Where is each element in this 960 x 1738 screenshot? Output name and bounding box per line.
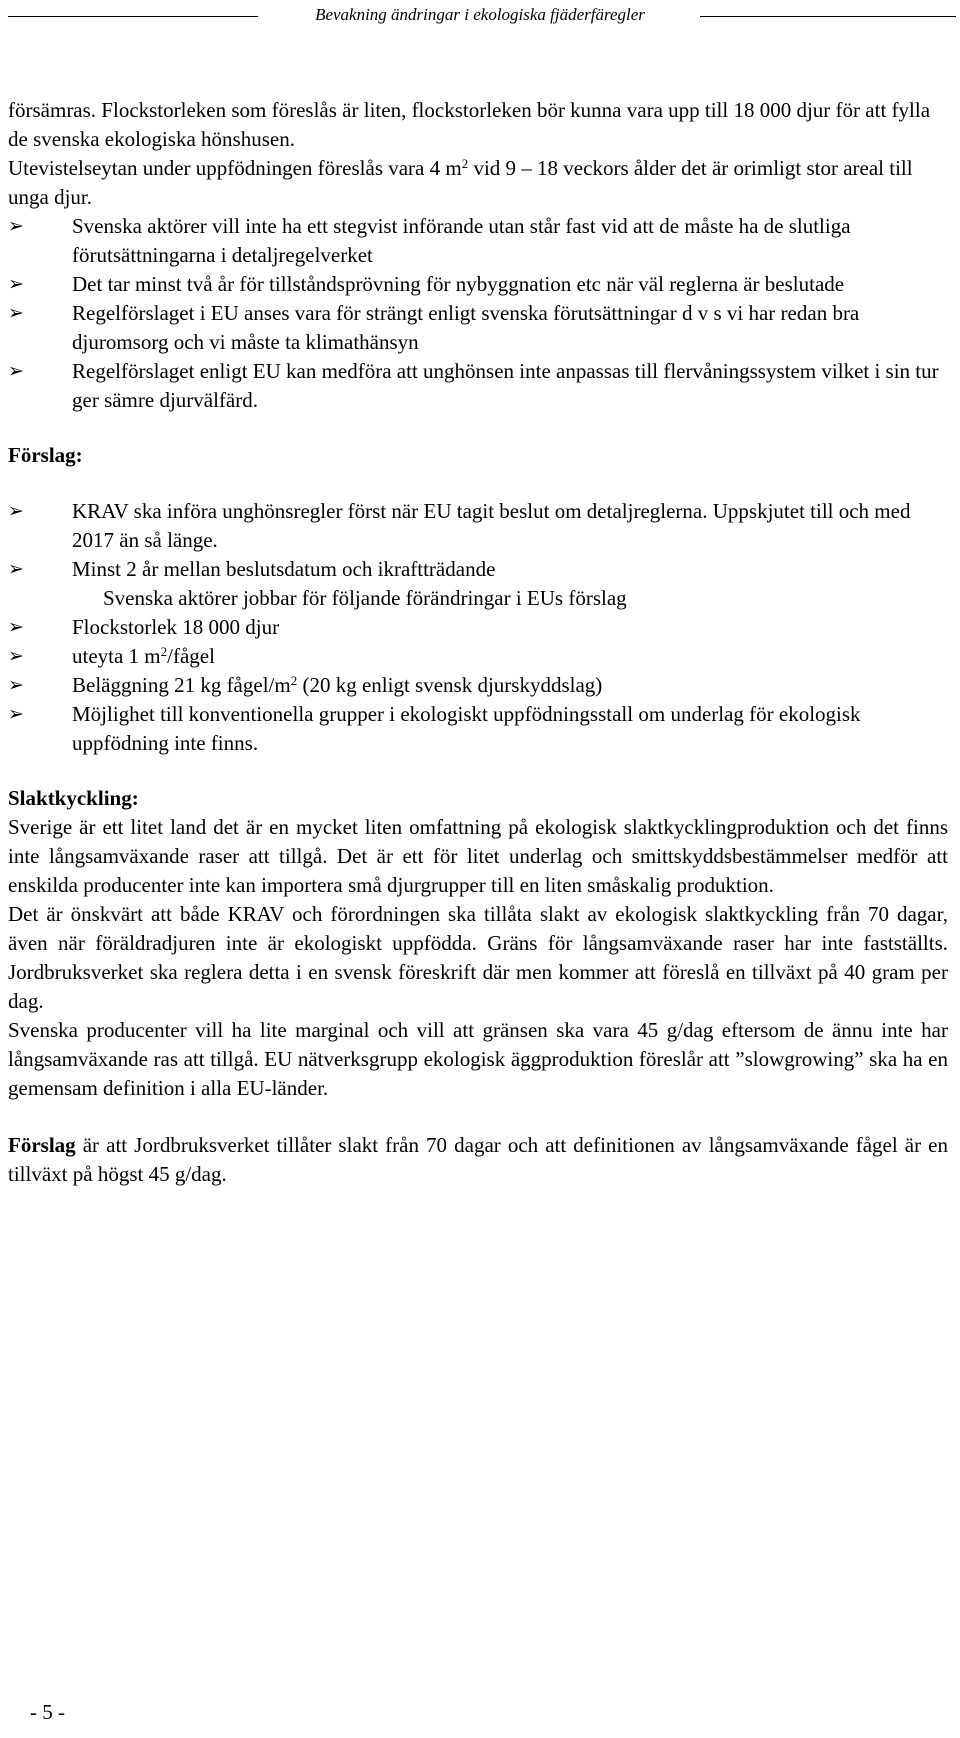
proposal-paragraph xyxy=(8,1131,948,1189)
arrowhead-bullet-icon: ➢ xyxy=(8,617,24,638)
list-item xyxy=(8,497,948,555)
list-item xyxy=(8,212,948,270)
superscript: 2 xyxy=(461,156,469,171)
arrowhead-bullet-icon: ➢ xyxy=(8,361,24,382)
list-item xyxy=(8,555,948,584)
arrowhead-bullet-icon: ➢ xyxy=(8,646,24,667)
arrowhead-bullet-icon: ➢ xyxy=(8,559,24,580)
list-item-text: (20 kg enligt svensk djurskyddslag) xyxy=(297,673,603,697)
list-item xyxy=(8,700,948,758)
page-number: - 5 - xyxy=(30,1700,65,1724)
list-item-text: Svenska aktörer vill inte ha ett stegvist införande utan står fast vid att de måste ha de slutliga förutsättningarna i detaljregelverket xyxy=(72,214,851,267)
intro-paragraph-utevistelse xyxy=(8,154,948,212)
list-item-text: Regelförslaget i EU anses vara för strängt enligt svenska förutsättningar d v s vi har redan bra djuromsorg och vi måste ta klimathänsyn xyxy=(72,301,860,354)
arrowhead-bullet-icon: ➢ xyxy=(8,303,24,324)
arrowhead-bullet-icon: ➢ xyxy=(8,675,24,696)
list-item xyxy=(8,270,948,299)
header-rule-right xyxy=(700,16,956,17)
arrowhead-bullet-icon: ➢ xyxy=(8,216,24,237)
list-item-text: Minst 2 år mellan beslutsdatum och ikraftträdande xyxy=(72,557,496,581)
superscript: 2 xyxy=(290,673,298,688)
proposal-list xyxy=(8,497,948,584)
list-item-text: KRAV ska införa unghönsregler först när EU tagit beslut om detaljreglerna. Uppskjutet till och med 2017 än så länge. xyxy=(72,499,911,552)
list-item-text: Beläggning 21 kg fågel/m xyxy=(72,673,291,697)
list-item xyxy=(8,299,948,357)
section-heading-slaktkyckling: Slaktkyckling: xyxy=(8,786,139,810)
list-item xyxy=(8,357,948,415)
list-item xyxy=(8,642,948,671)
list-item-text: uteyta 1 m xyxy=(72,644,161,668)
intro-text: Utevistelseytan under uppfödningen föreslås vara 4 m xyxy=(8,156,462,180)
running-header xyxy=(0,4,960,28)
bold-lead: Förslag xyxy=(8,1133,76,1157)
paragraph: Det är önskvärt att både KRAV och förordningen ska tillåta slakt av ekologisk slaktkyckling från 70 dagar, även när föräldradjuren inte är ekologiskt uppfödda. Gräns för långsamväxande raser har inte fastställts. Jordbruksverket ska reglera detta i en svensk föreskrift där men kommer att föreslå en tillväxt på 40 gram per dag. xyxy=(8,902,948,1013)
header-title: Bevakning ändringar i ekologiska fjäderfäregler xyxy=(315,5,645,24)
paragraph: Svenska producenter vill ha lite marginal och vill att gränsen ska vara 45 g/dag eftersom de ännu inte har långsamväxande ras att tillgå. EU nätverksgrupp ekologisk äggproduktion föreslår att ”slowgrowing” ska ha en gemensam definition i alla EU-länder. xyxy=(8,1018,948,1100)
list-item-text: Flockstorlek 18 000 djur xyxy=(72,615,280,639)
list-item-text: Möjlighet till konventionella grupper i ekologiskt uppfödningsstall om underlag för ekologisk uppfödning inte finns. xyxy=(72,702,861,755)
intro-text: vid 9 – 18 veckors ålder det är orimligt stor areal till unga djur. xyxy=(8,156,913,209)
header-rule-left xyxy=(8,16,258,17)
superscript: 2 xyxy=(160,644,168,659)
intro-paragraph: försämras. Flockstorleken som föreslås är liten, flockstorleken bör kunna vara upp till 18 000 djur för att fylla de svenska ekologiska hönshusen. xyxy=(8,98,931,151)
list-item xyxy=(8,671,948,700)
arrowhead-bullet-icon: ➢ xyxy=(8,704,24,725)
paragraph-text: är att Jordbruksverket tillåter slakt från 70 dagar och att definitionen av långsamväxande fågel är en tillväxt på högst 45 g/dag. xyxy=(8,1133,948,1186)
document-body xyxy=(8,96,948,1189)
arrowhead-bullet-icon: ➢ xyxy=(8,501,24,522)
list-item xyxy=(8,613,948,642)
list-item-text: /fågel xyxy=(167,644,215,668)
arrowhead-bullet-icon: ➢ xyxy=(8,274,24,295)
proposal-list-continued xyxy=(8,613,948,758)
list-item-text: Det tar minst två år för tillståndsprövning för nybyggnation etc när väl reglerna är beslutade xyxy=(72,272,845,296)
concerns-list xyxy=(8,212,948,415)
paragraph: Sverige är ett litet land det är en mycket liten omfattning på ekologisk slaktkycklingproduktion och det finns inte långsamväxande raser att tillgå. Det är ett för litet underlag och smittskyddsbestämmelser medför att enskilda producenter inte kan importera små djurgrupper till en liten småskalig produktion. xyxy=(8,815,948,897)
section-heading-forslag: Förslag: xyxy=(8,443,83,467)
list-item-text: Regelförslaget enligt EU kan medföra att unghönsen inte anpassas till flervåningssystem vilket i sin tur ger sämre djurvälfärd. xyxy=(72,359,939,412)
indented-line: Svenska aktörer jobbar för följande förändringar i EUs förslag xyxy=(103,586,627,610)
